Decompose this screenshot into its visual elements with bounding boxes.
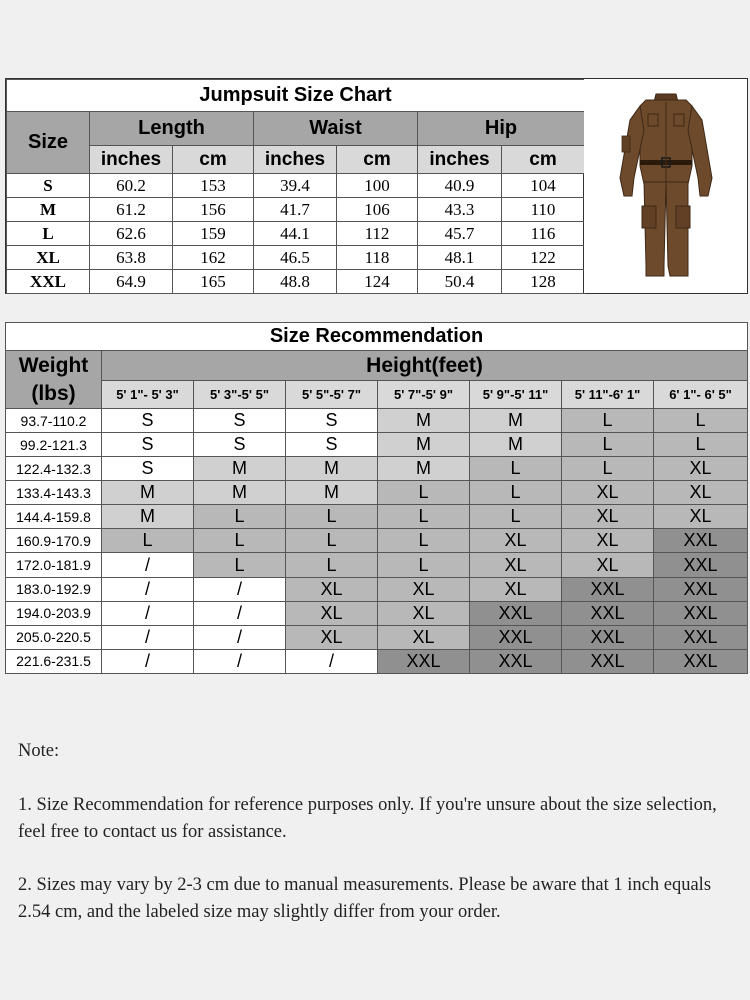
recommended-size-cell: M: [378, 457, 470, 481]
measurement-cell: 60.2: [90, 174, 173, 198]
size-chart-row: [7, 198, 585, 222]
recommended-size-cell: L: [378, 553, 470, 577]
note-item: 1. Size Recommendation for reference purposes only. If you're unsure about the size selection, feel free to contact us for assistance.: [18, 795, 717, 842]
weight-range-cell: 221.6-231.5: [6, 649, 102, 673]
size-recommendation: [5, 322, 747, 674]
recommended-size-cell: S: [286, 409, 378, 433]
recommended-size-cell: XXL: [470, 625, 562, 649]
recommended-size-cell: /: [194, 625, 286, 649]
measurement-cell: 110: [502, 198, 585, 222]
recommended-size-cell: S: [102, 457, 194, 481]
measurement-cell: 122: [502, 246, 585, 270]
size-column-header: Size: [7, 112, 90, 174]
hip-group-header: Hip: [418, 112, 585, 146]
recommended-size-cell: /: [102, 601, 194, 625]
size-label-cell: L: [7, 222, 90, 246]
recommended-size-cell: XL: [562, 553, 654, 577]
size-chart-body: [7, 174, 585, 294]
weight-range-cell: 205.0-220.5: [6, 625, 102, 649]
height-range-header: 5' 1"- 5' 3": [102, 381, 194, 409]
unit-header: cm: [173, 146, 254, 174]
measurement-cell: 64.9: [90, 270, 173, 294]
recommended-size-cell: XL: [378, 577, 470, 601]
recommendation-row: [6, 529, 748, 553]
recommended-size-cell: XXL: [654, 553, 748, 577]
recommended-size-cell: M: [102, 505, 194, 529]
height-range-header: 5' 11"-6' 1": [562, 381, 654, 409]
recommended-size-cell: /: [286, 649, 378, 673]
height-range-header: 5' 7"-5' 9": [378, 381, 470, 409]
recommended-size-cell: XL: [470, 577, 562, 601]
measurement-cell: 159: [173, 222, 254, 246]
recommended-size-cell: M: [194, 481, 286, 505]
measurement-cell: 61.2: [90, 198, 173, 222]
recommendation-row: [6, 505, 748, 529]
size-label-cell: M: [7, 198, 90, 222]
recommended-size-cell: L: [654, 409, 748, 433]
measurement-cell: 116: [502, 222, 585, 246]
recommended-size-cell: L: [562, 409, 654, 433]
measurement-cell: 46.5: [254, 246, 337, 270]
recommended-size-cell: XL: [286, 625, 378, 649]
recommended-size-cell: L: [562, 433, 654, 457]
measurement-cell: 165: [173, 270, 254, 294]
length-group-header: Length: [90, 112, 254, 146]
recommended-size-cell: L: [378, 481, 470, 505]
height-range-header: 6' 1"- 6' 5": [654, 381, 748, 409]
measurement-cell: 39.4: [254, 174, 337, 198]
size-chart-row: [7, 270, 585, 294]
height-range-header: 5' 9"-5' 11": [470, 381, 562, 409]
recommended-size-cell: XXL: [654, 529, 748, 553]
recommended-size-cell: L: [654, 433, 748, 457]
size-chart-title: Jumpsuit Size Chart: [7, 80, 585, 112]
recommended-size-cell: L: [194, 553, 286, 577]
recommendation-row: [6, 409, 748, 433]
recommended-size-cell: XXL: [654, 625, 748, 649]
recommendation-row: [6, 481, 748, 505]
unit-header: cm: [502, 146, 585, 174]
recommended-size-cell: XL: [378, 625, 470, 649]
recommended-size-cell: XL: [470, 553, 562, 577]
recommended-size-cell: M: [286, 457, 378, 481]
unit-header: inches: [254, 146, 337, 174]
recommended-size-cell: L: [194, 529, 286, 553]
recommended-size-cell: L: [286, 505, 378, 529]
measurement-cell: 45.7: [418, 222, 502, 246]
recommended-size-cell: XXL: [470, 601, 562, 625]
height-range-header: 5' 5"-5' 7": [286, 381, 378, 409]
recommended-size-cell: XXL: [654, 601, 748, 625]
measurement-cell: 44.1: [254, 222, 337, 246]
measurement-cell: 62.6: [90, 222, 173, 246]
measurement-cell: 40.9: [418, 174, 502, 198]
recommendation-row: [6, 649, 748, 673]
recommended-size-cell: XL: [562, 505, 654, 529]
weight-range-cell: 194.0-203.9: [6, 601, 102, 625]
recommendation-body: [6, 409, 748, 674]
size-chart-table-wrap: [6, 79, 584, 293]
measurement-cell: 104: [502, 174, 585, 198]
recommended-size-cell: /: [102, 553, 194, 577]
unit-header: inches: [90, 146, 173, 174]
recommended-size-cell: XXL: [654, 577, 748, 601]
recommended-size-cell: L: [470, 505, 562, 529]
recommended-size-cell: L: [378, 505, 470, 529]
recommended-size-cell: XL: [378, 601, 470, 625]
size-chart-row: [7, 246, 585, 270]
jumpsuit-photo-icon: [606, 86, 726, 286]
recommendation-title: Size Recommendation: [6, 323, 748, 351]
height-range-header: 5' 3"-5' 5": [194, 381, 286, 409]
size-chart-table: [6, 79, 585, 294]
measurement-cell: 162: [173, 246, 254, 270]
measurement-cell: 156: [173, 198, 254, 222]
recommended-size-cell: L: [286, 529, 378, 553]
recommended-size-cell: S: [102, 409, 194, 433]
notes: [18, 738, 733, 952]
recommended-size-cell: L: [470, 457, 562, 481]
weight-range-cell: 183.0-192.9: [6, 577, 102, 601]
recommended-size-cell: S: [194, 433, 286, 457]
size-label-cell: XXL: [7, 270, 90, 294]
weight-range-cell: 144.4-159.8: [6, 505, 102, 529]
height-group-header: Height(feet): [102, 351, 748, 381]
recommended-size-cell: S: [286, 433, 378, 457]
recommended-size-cell: M: [194, 457, 286, 481]
unit-header: inches: [418, 146, 502, 174]
recommended-size-cell: S: [194, 409, 286, 433]
recommended-size-cell: L: [470, 481, 562, 505]
recommended-size-cell: L: [102, 529, 194, 553]
notes-title: Note:: [18, 741, 60, 761]
measurement-cell: 124: [337, 270, 418, 294]
size-label-cell: XL: [7, 246, 90, 270]
measurement-cell: 48.1: [418, 246, 502, 270]
measurement-cell: 50.4: [418, 270, 502, 294]
note-item: 2. Sizes may vary by 2-3 cm due to manual measurements. Please be aware that 1 inch equals 2.54 cm, and the labeled size may slightly differ from your order.: [18, 875, 712, 922]
recommended-size-cell: XXL: [562, 649, 654, 673]
recommendation-row: [6, 553, 748, 577]
product-photo: [584, 79, 747, 293]
measurement-cell: 128: [502, 270, 585, 294]
weight-range-cell: 99.2-121.3: [6, 433, 102, 457]
measurement-cell: 112: [337, 222, 418, 246]
recommended-size-cell: M: [102, 481, 194, 505]
recommended-size-cell: M: [470, 433, 562, 457]
recommended-size-cell: XL: [654, 457, 748, 481]
recommended-size-cell: XL: [470, 529, 562, 553]
measurement-cell: 118: [337, 246, 418, 270]
recommendation-row: [6, 601, 748, 625]
recommended-size-cell: XL: [562, 481, 654, 505]
measurement-cell: 63.8: [90, 246, 173, 270]
recommendation-row: [6, 433, 748, 457]
recommended-size-cell: XXL: [654, 649, 748, 673]
recommended-size-cell: XL: [286, 577, 378, 601]
recommended-size-cell: XXL: [562, 577, 654, 601]
recommended-size-cell: M: [286, 481, 378, 505]
recommended-size-cell: XXL: [562, 601, 654, 625]
recommended-size-cell: /: [102, 577, 194, 601]
recommended-size-cell: /: [194, 577, 286, 601]
recommended-size-cell: L: [194, 505, 286, 529]
recommended-size-cell: L: [562, 457, 654, 481]
recommendation-row: [6, 577, 748, 601]
recommended-size-cell: XL: [654, 481, 748, 505]
size-recommendation-table: [5, 322, 748, 674]
recommended-size-cell: S: [102, 433, 194, 457]
measurement-cell: 100: [337, 174, 418, 198]
recommended-size-cell: XXL: [378, 649, 470, 673]
recommended-size-cell: M: [470, 409, 562, 433]
recommended-size-cell: XL: [562, 529, 654, 553]
recommended-size-cell: L: [286, 553, 378, 577]
weight-column-header: [6, 351, 102, 409]
recommended-size-cell: /: [194, 601, 286, 625]
measurement-cell: 48.8: [254, 270, 337, 294]
recommended-size-cell: XXL: [470, 649, 562, 673]
weight-header-line1: Weight: [18, 353, 89, 377]
recommended-size-cell: XXL: [562, 625, 654, 649]
recommendation-row: [6, 457, 748, 481]
size-chart-row: [7, 222, 585, 246]
weight-range-cell: 93.7-110.2: [6, 409, 102, 433]
measurement-cell: 43.3: [418, 198, 502, 222]
weight-range-cell: 133.4-143.3: [6, 481, 102, 505]
weight-range-cell: 160.9-170.9: [6, 529, 102, 553]
recommended-size-cell: /: [102, 625, 194, 649]
recommended-size-cell: XL: [654, 505, 748, 529]
height-range-row: [6, 381, 748, 409]
recommended-size-cell: M: [378, 433, 470, 457]
recommended-size-cell: /: [102, 649, 194, 673]
size-chart: [5, 78, 748, 294]
recommendation-row: [6, 625, 748, 649]
weight-range-cell: 122.4-132.3: [6, 457, 102, 481]
recommended-size-cell: /: [194, 649, 286, 673]
waist-group-header: Waist: [254, 112, 418, 146]
weight-header-line2: (lbs): [31, 381, 76, 405]
measurement-cell: 153: [173, 174, 254, 198]
size-label-cell: S: [7, 174, 90, 198]
size-chart-row: [7, 174, 585, 198]
unit-header: cm: [337, 146, 418, 174]
weight-range-cell: 172.0-181.9: [6, 553, 102, 577]
recommended-size-cell: L: [378, 529, 470, 553]
measurement-cell: 106: [337, 198, 418, 222]
measurement-cell: 41.7: [254, 198, 337, 222]
recommended-size-cell: XL: [286, 601, 378, 625]
recommended-size-cell: M: [378, 409, 470, 433]
